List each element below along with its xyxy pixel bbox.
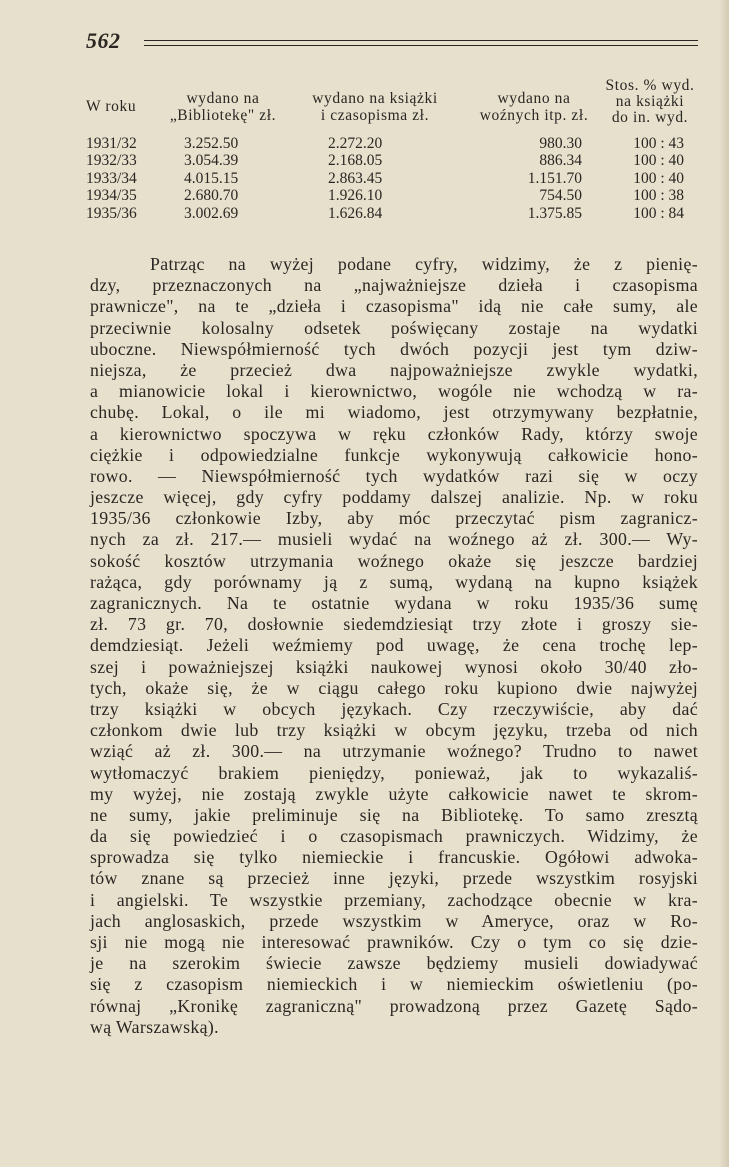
cell-year: 1935/36: [86, 204, 137, 222]
text-line: demdziesiąt. Jeżeli weźmiemy pod uwagę, że cena trochę lep-: [90, 635, 698, 656]
body-paragraph: [90, 254, 698, 1038]
table-row: [86, 205, 698, 222]
text-line: rażąca, gdy porównamy ją z sumą, wydaną na kupno książek: [90, 571, 698, 592]
cell-library: 2.680.70: [184, 187, 239, 205]
text-line: tych, okaże się, że w ciągu całego roku kupiono dwie najwyżej: [90, 677, 698, 698]
cell-books: 2.863.45: [328, 169, 383, 187]
cell-library: 3.252.50: [184, 135, 239, 152]
cell-year: 1933/34: [86, 169, 137, 187]
cell-janitor: 754.50: [539, 187, 582, 205]
cell-library: 4.015.15: [184, 169, 239, 187]
text-line: jeszcze więcej, gdy cyfry poddamy dalszej analizie. Np. w roku: [90, 487, 698, 508]
cell-library: 3.054.39: [184, 152, 239, 170]
page-number: 562: [86, 28, 121, 53]
cell-ratio: 100 : 84: [633, 204, 684, 222]
page-header: [86, 22, 698, 62]
header-library: wydano na „Bibliotekę" zł.: [169, 90, 277, 124]
text-line: uboczne. Niewspółmierność tych dwóch pozycji jest tym dziw-: [90, 338, 698, 359]
text-line: członkom dwie lub trzy książki w obcym języku, trzeba od nich: [90, 720, 698, 741]
text-line: a mianowicie lokal i kierownictwo, wogóle nie wchodzą w ra-: [90, 381, 698, 402]
text-line: my wyżej, nie zostają zwykle użyte całkowicie nawet te skrom-: [90, 783, 698, 804]
text-line: ne sumy, jakie preliminuje się na Bibliotekę. To samo zresztą: [90, 804, 698, 825]
text-line: Patrząc na wyżej podane cyfry, widzimy, że z pienię-: [150, 254, 698, 274]
table-row: [86, 135, 698, 152]
text-line: chubę. Lokal, o ile mi wiadomo, jest otrzymywany bezpłatnie,: [90, 402, 698, 423]
text-line: szej i poważniejszej książki naukowej wynosi około 30/40 zło-: [90, 656, 698, 677]
cell-janitor: 980.30: [539, 135, 582, 152]
cell-year: 1932/33: [86, 152, 137, 170]
cell-ratio: 100 : 40: [633, 169, 684, 187]
cell-ratio: 100 : 38: [633, 187, 684, 205]
text-line: się z czasopism niemieckich i w niemieckim oświetleniu (po-: [90, 974, 698, 995]
text-line: przeciwnie kolosalny odsetek poświęcany zostaje na wydatki: [90, 317, 698, 338]
text-line: rowo. — Niewspółmierność tych wydatków razi się w oczy: [90, 465, 698, 486]
cell-janitor: 1.151.70: [527, 169, 582, 187]
cell-books: 1.626.84: [328, 204, 383, 222]
cell-janitor: 1.375.85: [527, 204, 582, 222]
text-line: jach anglosaskich, przede wszystkim w Ameryce, oraz w Ro-: [90, 910, 698, 931]
text-line: równaj „Kronikę zagraniczną" prowadzoną przez Gazetę Sądo-: [90, 995, 698, 1016]
text-line: i angielski. Te wszystkie przemiany, zachodzące obecnie w kra-: [90, 889, 698, 910]
text-line: sji nie mogą nie interesować prawników. Czy o tym co się dzie-: [90, 932, 698, 952]
header-double-rule: [144, 40, 698, 46]
cell-year: 1934/35: [86, 187, 137, 205]
text-line: trzy książki w obcych językach. Czy rzeczywiście, aby dać: [90, 698, 698, 719]
header-books: wydano na książki i czasopisma zł.: [312, 90, 438, 124]
header-janitor: wydano na woźnych itp. zł.: [479, 90, 589, 124]
cell-ratio: 100 : 40: [633, 152, 684, 170]
text-line: prawnicze", na te „dzieła i czasopisma" idą nie całe sumy, ale: [90, 296, 698, 317]
text-line: zł. 73 gr. 70, dosłownie siedemdziesiąt trzy złote i groszy sie-: [90, 614, 698, 635]
text-line: wziąć aż zł. 300.— na utrzymanie woźnego? Trudno to nawet: [90, 741, 698, 762]
table-body: [86, 135, 698, 222]
cell-books: 1.926.10: [328, 187, 383, 205]
table-row: [86, 187, 698, 204]
text-line: nych za zł. 217.— musieli wydać na woźnego aż zł. 300.— Wy-: [90, 529, 698, 550]
text-line: sokość kosztów utrzymania woźnego okaże się jeszcze bardziej: [90, 550, 698, 571]
cell-library: 3.002.69: [184, 204, 239, 222]
cell-books: 2.168.05: [328, 152, 383, 170]
table-row: [86, 152, 698, 169]
cell-year: 1931/32: [86, 135, 137, 152]
cell-books: 2.272.20: [328, 135, 383, 152]
text-line: tów znane są przecież inne języki, przede wszystkim rosyjski: [90, 868, 698, 889]
text-line: sprowadza się tylko niemieckie i francuskie. Ogółowi adwoka-: [90, 847, 698, 868]
cell-ratio: 100 : 43: [633, 135, 684, 152]
cell-janitor: 886.34: [539, 152, 582, 170]
text-line: dzy, przeznaczonych na „najważniejsze dzieła i czasopisma: [90, 275, 698, 296]
header-ratio: Stos. % wyd. na książki do in. wyd.: [605, 77, 695, 126]
text-line: wytłomaczyć brakiem pieniędzy, ponieważ, jak to wykazaliś-: [90, 762, 698, 783]
page-edge-shadow: [719, 0, 729, 1167]
text-line: je na szerokim świecie zawsze będziemy musieli dowiadywać: [90, 953, 698, 974]
text-line: niejsza, że przecież dwa najpoważniejsze zwykle wydatki,: [90, 359, 698, 380]
text-line: ciężkie i odpowiedzialne funkcje wykonywują całkowicie hono-: [90, 444, 698, 465]
text-line: zagranicznych. Na te ostatnie wydana w roku 1935/36 sumę: [90, 593, 698, 613]
text-line: da się powiedzieć i o czasopismach prawniczych. Widzimy, że: [90, 826, 698, 847]
header-year: W roku: [86, 98, 137, 115]
text-line: a kierownictwo spoczywa w ręku członków Rady, którzy swoje: [90, 423, 698, 444]
text-line: 1935/36 członkowie Izby, aby móc przeczytać pism zagranicz-: [90, 508, 698, 529]
table-row: [86, 170, 698, 187]
text-line: wą Warszawską).: [90, 1016, 219, 1037]
